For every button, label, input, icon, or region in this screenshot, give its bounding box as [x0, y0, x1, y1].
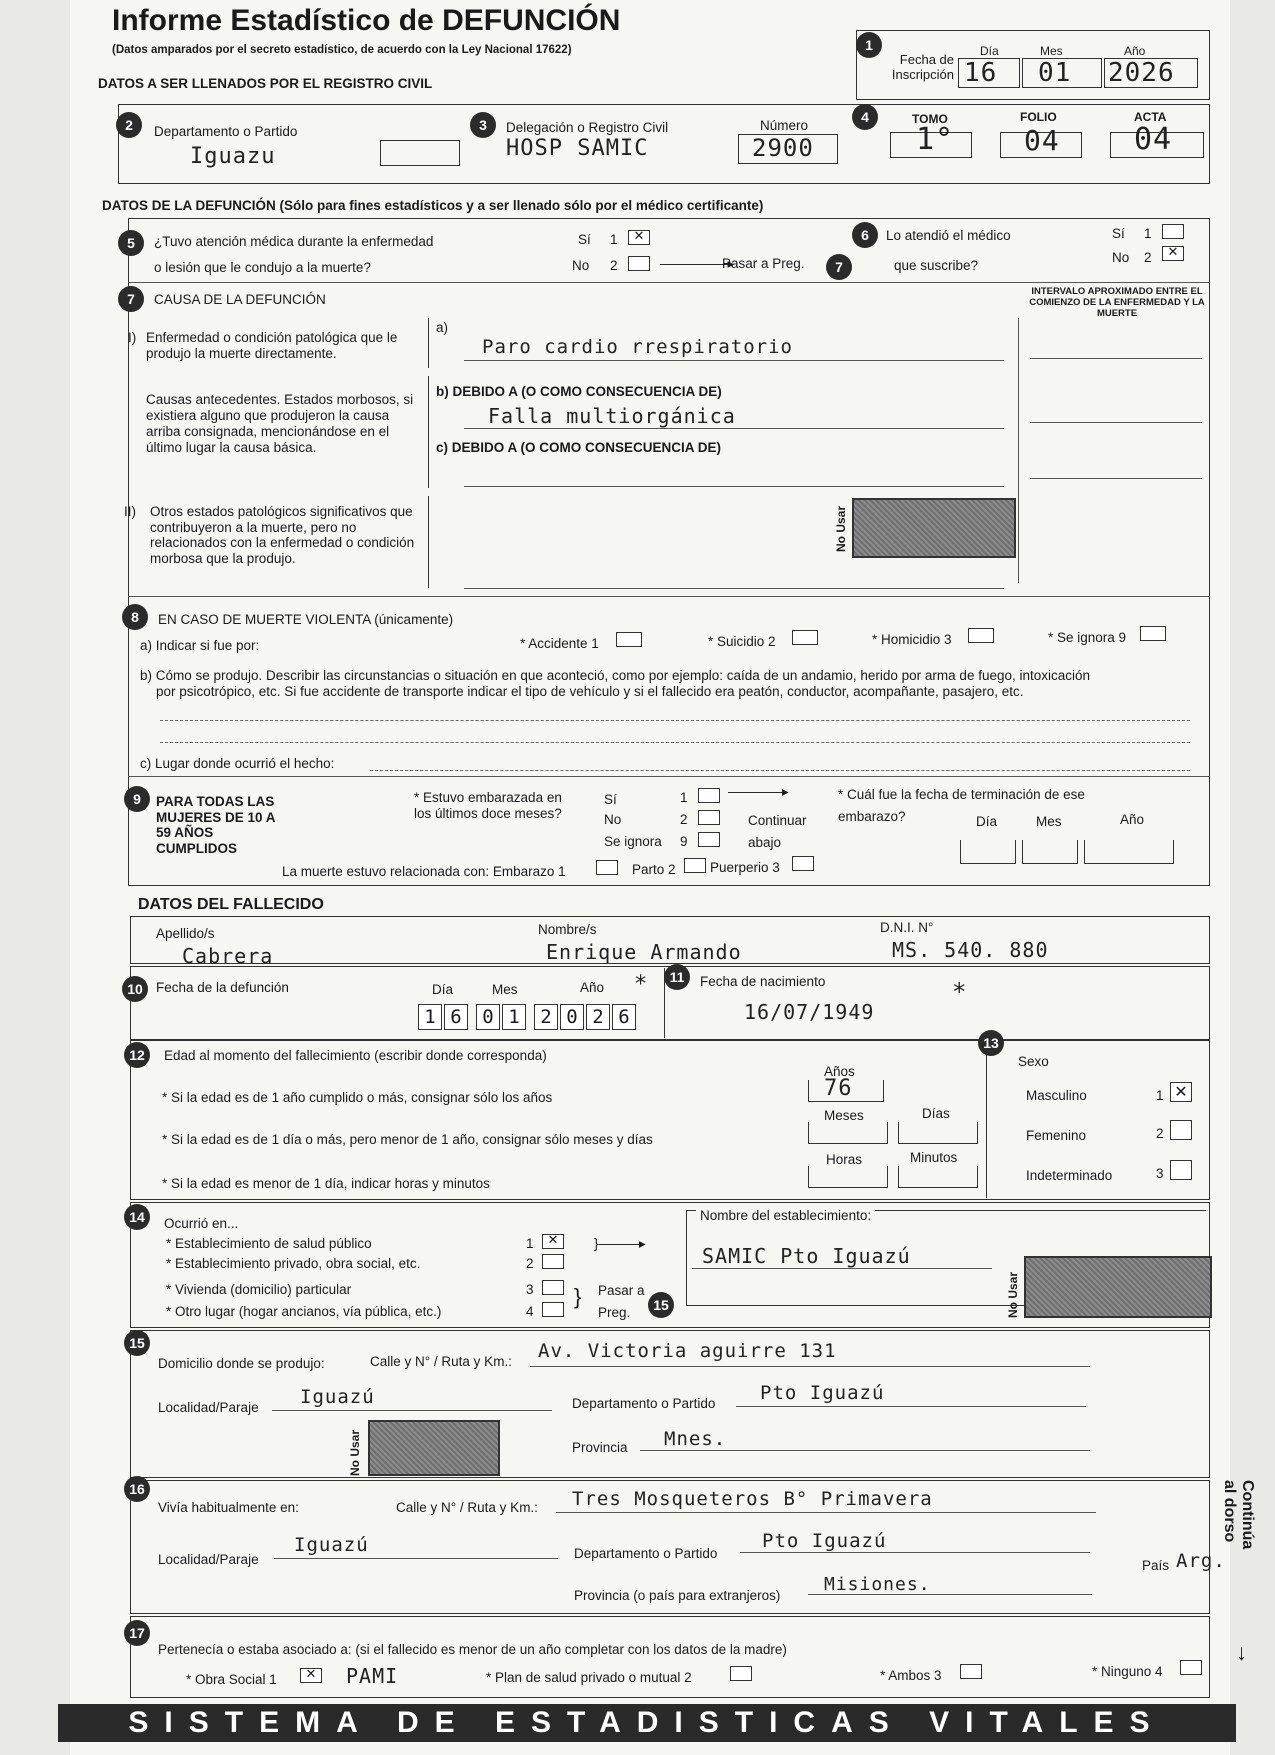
sec7-interval-heading: INTERVALO APROXIMADO ENTRE EL COMIENZO DE LA ENFERMEDAD Y LA MUERTE [1029, 286, 1205, 319]
sec17-ambos-checkbox[interactable] [960, 1664, 982, 1679]
sec9-puerperio-checkbox[interactable] [792, 856, 814, 871]
sec14-option2-code: 2 [526, 1256, 534, 1271]
sec7-number: 7 [118, 286, 144, 312]
sec9-puerperio: Puerperio 3 [710, 860, 780, 875]
sec4-tomo-label: TOMO [912, 112, 948, 126]
sec1-label: Fecha de Inscripción [891, 52, 954, 82]
sec10-digit-box[interactable]: 6 [444, 1004, 468, 1030]
sec6-no-label: No [1112, 250, 1130, 265]
sec13-masc: Masculino [1026, 1088, 1087, 1103]
sec11-number: 11 [664, 964, 690, 990]
sec7-ii-label: II) [124, 504, 136, 519]
sec8-number: 8 [122, 604, 148, 630]
sec14-pasar-number: 15 [648, 1292, 674, 1318]
sec13-masc-checkbox[interactable]: ✕ [1170, 1082, 1192, 1102]
sec9-arrow: ————▸ [728, 784, 789, 799]
sec1-day-label: Día [980, 44, 999, 58]
sec15-calle-line [530, 1366, 1090, 1367]
sec8-suicidio: * Suicidio 2 [708, 634, 776, 649]
sec8-suicidio-checkbox[interactable] [792, 630, 818, 645]
sec13-fem-checkbox[interactable] [1170, 1120, 1192, 1140]
sec7-ii-bracket [428, 496, 429, 588]
sec16-pais-label: País [1142, 1558, 1170, 1573]
sec7-b-line [464, 428, 1004, 429]
sec7-a-value: Paro cardio rrespiratorio [482, 336, 793, 358]
sec9-ignora-code: 9 [680, 834, 688, 849]
sec14-number: 14 [124, 1204, 150, 1230]
sec15-no-usar-block [368, 1420, 500, 1476]
sec5-arrow: —————▸ [660, 256, 735, 271]
sec14-option3-code: 3 [526, 1282, 534, 1297]
sec9-embarazo-checkbox[interactable] [596, 860, 618, 875]
sec5-pasar-number: 7 [826, 254, 852, 280]
sec1-month-value: 01 [1038, 58, 1072, 88]
sec15-domicilio: Domicilio donde se produjo: [158, 1356, 325, 1371]
sec15-prov-label: Provincia [572, 1440, 628, 1455]
sec12-minutos-box[interactable] [898, 1166, 978, 1188]
sec15-localidad-label: Localidad/Paraje [158, 1400, 259, 1415]
sec16-prov-value: Misiones. [824, 1574, 931, 1595]
sec3-number: 3 [470, 112, 496, 138]
sec9-si-code: 1 [680, 790, 688, 805]
sec6-no-code: 2 [1144, 250, 1152, 265]
defuncion-heading: DATOS DE LA DEFUNCIÓN (Sólo para fines estadísticos y a ser llenado sólo por el médico certificante) [102, 198, 764, 213]
sec13-fem-code: 2 [1156, 1126, 1164, 1141]
sec14-option3: * Vivienda (domicilio) particular [166, 1282, 352, 1297]
sec6-number: 6 [852, 222, 878, 248]
sec4-folio-label: FOLIO [1020, 110, 1057, 124]
sec16-number: 16 [124, 1476, 150, 1502]
sec9-no-checkbox[interactable] [698, 810, 720, 825]
sec6-question-2: que suscribe? [894, 258, 979, 273]
sec7-c-line [464, 486, 1004, 487]
sec12-anos-label: Años [824, 1064, 855, 1079]
apellido-value: Cabrera [182, 944, 274, 968]
sec14-option4: * Otro lugar (hogar ancianos, vía pública, etc.) [166, 1304, 442, 1319]
sec7-interval-line-b [1030, 422, 1202, 423]
sec16-localidad-label: Localidad/Paraje [158, 1552, 259, 1567]
sec8-c: c) Lugar donde ocurrió el hecho: [140, 756, 335, 771]
sec7-i-bracket [428, 318, 429, 368]
sec8-b-line2: por psicotrópico, etc. Si fue accidente de transporte indicar el tipo de vehículo y si el fallecido era peatón, conductor, acompañante, pasajero, etc. [156, 684, 1024, 699]
sec4-acta-value: 04 [1134, 122, 1173, 157]
sec3-label: Delegación o Registro Civil [506, 120, 669, 135]
sec13-heading: Sexo [1018, 1054, 1049, 1069]
sec5-no-label: No [572, 258, 590, 273]
sec16-calle-label: Calle y N° / Ruta y Km.: [396, 1500, 538, 1515]
sec16-localidad-value: Iguazú [294, 1534, 369, 1556]
sec7-ii-text: Otros estados patológicos significativos que contribuyeron a la muerte, pero no relacionados con la enfermedad o condición morbosa que la produjo. [150, 504, 415, 566]
sec14-option2: * Establecimiento privado, obra social, etc. [166, 1256, 421, 1271]
sec4-acta-label: ACTA [1134, 110, 1167, 124]
sec8-homicidio: * Homicidio 3 [872, 632, 952, 647]
sec9-question-2: * Cuál fue la fecha de terminación de ese embarazo? [838, 787, 1085, 824]
nombre-label: Nombre/s [538, 922, 597, 937]
sec10-star: * [634, 972, 649, 997]
sec15-calle-value: Av. Victoria aguirre 131 [538, 1340, 837, 1362]
dni-label: D.N.I. N° [880, 920, 934, 935]
sec16-prov-label: Provincia (o país para extranjeros) [574, 1588, 781, 1603]
sec8-b-dashline1 [160, 720, 1190, 721]
sec8-accidente: * Accidente 1 [520, 636, 599, 651]
sec10-digit-box[interactable]: 0 [560, 1004, 584, 1030]
sec17-obra-checkbox[interactable]: ✕ [300, 1668, 322, 1683]
sec14-no-usar: No Usar [1006, 1271, 1020, 1318]
sec10-digit-boxes [418, 1004, 636, 1030]
sec10-dia: Día [432, 982, 454, 997]
sec1-year-label: Año [1124, 44, 1146, 58]
sec13-ind-checkbox[interactable] [1170, 1160, 1192, 1180]
sec5-no-checkbox[interactable] [628, 256, 650, 271]
sec6-question-1: Lo atendió el médico [886, 228, 1011, 243]
sec11-value: 16/07/1949 [744, 1000, 875, 1024]
sec7-c-label: c) DEBIDO A (O COMO CONSECUENCIA DE) [436, 440, 722, 455]
sec17-ninguno-checkbox[interactable] [1180, 1660, 1202, 1675]
sec9-relacion: La muerte estuvo relacionada con: Embarazo 1 [282, 864, 566, 879]
sec4-tomo-value: 1° [916, 122, 955, 157]
sec2-value: Iguazu [190, 144, 276, 169]
fallecido-heading: DATOS DEL FALLECIDO [138, 896, 324, 913]
sec10-digit-box[interactable]: 2 [534, 1004, 558, 1030]
sec3-numero-label: Número [760, 118, 809, 133]
sec17-plan-checkbox[interactable] [730, 1666, 752, 1681]
sec15-localidad-line [272, 1410, 552, 1411]
sec16-depto-value: Pto Iguazú [762, 1530, 887, 1552]
sec7-interval-line-c [1030, 478, 1202, 479]
sec7-b-bracket [428, 376, 429, 488]
sec12-line3: * Si la edad es menor de 1 día, indicar horas y minutos [162, 1176, 490, 1191]
sec15-depto-value: Pto Iguazú [760, 1382, 885, 1404]
sec7-interval-divider [1018, 318, 1019, 583]
sec9-dia-box[interactable] [960, 840, 1016, 864]
sec17-box [130, 1616, 1210, 1698]
sec8-top-rule [128, 596, 1210, 597]
apellido-label: Apellido/s [156, 926, 215, 941]
sec8-b-dashline2 [160, 742, 1190, 743]
sec17-plan: * Plan de salud privado o mutual 2 [486, 1670, 692, 1685]
sec3-value: HOSP SAMIC [506, 136, 649, 161]
sec17-ambos: * Ambos 3 [880, 1668, 942, 1683]
sec12-meses-label: Meses [824, 1108, 864, 1123]
sec15-localidad-value: Iguazú [300, 1386, 375, 1408]
sec10-digit-box[interactable]: 6 [612, 1004, 636, 1030]
sec1-year-value: 2026 [1108, 58, 1175, 88]
sec17-heading: Pertenecía o estaba asociado a: (si el fallecido es menor de un año completar con los datos de la madre) [158, 1642, 787, 1657]
sec8-ignora-checkbox[interactable] [1140, 626, 1166, 641]
sec16-depto-line [740, 1552, 1090, 1553]
sec6-si-code: 1 [1144, 226, 1152, 241]
sec15-number: 15 [124, 1330, 150, 1356]
sec14-brace: } [574, 1284, 582, 1309]
sec13-fem: Femenino [1026, 1128, 1087, 1143]
sec17-obra-value: PAMI [346, 1664, 399, 1688]
sec9-parto-checkbox[interactable] [684, 858, 706, 873]
sec13-ind-code: 3 [1156, 1166, 1164, 1181]
sec9-si: Sí [604, 792, 617, 807]
sec10-anio: Año [580, 980, 605, 995]
sec2-number: 2 [116, 112, 142, 138]
sec8-homicidio-checkbox[interactable] [968, 628, 994, 643]
sec14-no-usar-block [1024, 1256, 1212, 1318]
sec13-number: 13 [978, 1030, 1004, 1056]
sec16-localidad-line [274, 1558, 558, 1559]
sec8-ignora: * Se ignora 9 [1048, 630, 1127, 645]
sec10-digit-box[interactable]: 1 [418, 1004, 442, 1030]
sec11-label: Fecha de nacimiento [700, 974, 826, 989]
sec16-vivia: Vivía habitualmente en: [158, 1500, 299, 1515]
sec7-b-value: Falla multiorgánica [488, 404, 736, 428]
sec14-option4-checkbox[interactable] [542, 1302, 564, 1317]
sec15-no-usar: No Usar [348, 1429, 362, 1476]
sec14-estab-line [692, 1268, 992, 1269]
continua-arrow-icon: ↓ [1236, 1640, 1247, 1665]
sec10-digit-box[interactable]: 2 [586, 1004, 610, 1030]
sec5-no-code: 2 [610, 258, 618, 273]
sec12-horas-box[interactable] [808, 1166, 888, 1188]
sec8-c-dashline [370, 770, 1190, 771]
sec5-pasar: Pasar a Preg. [722, 256, 805, 271]
sec10-label: Fecha de la defunción [156, 980, 289, 995]
sec9-number: 9 [124, 786, 150, 812]
sec9-no-code: 2 [680, 812, 688, 827]
sec14-option4-code: 4 [526, 1304, 534, 1319]
sec15-prov-value: Mnes. [664, 1428, 727, 1450]
sec17-ninguno: * Ninguno 4 [1092, 1664, 1163, 1679]
sec1-number: 1 [856, 32, 882, 58]
sec15-prov-line [640, 1450, 1090, 1451]
sec6-si-checkbox[interactable] [1162, 224, 1184, 239]
sec12-heading: Edad al momento del fallecimiento (escribir donde corresponda) [164, 1048, 547, 1063]
sec2-code-box [380, 140, 460, 166]
sec14-option1: * Establecimiento de salud público [166, 1236, 372, 1251]
sec12-anos-value: 76 [824, 1076, 853, 1101]
sec5-question-2: o lesión que le condujo a la muerte? [154, 260, 371, 275]
sec14-arrow: }———▸ [594, 1236, 646, 1251]
sec2-label: Departamento o Partido [154, 124, 298, 139]
sec13-masc-code: 1 [1156, 1088, 1164, 1103]
sec6-no-checkbox[interactable]: ✕ [1162, 246, 1184, 261]
sec8-accidente-checkbox[interactable] [616, 632, 642, 647]
sec4-number: 4 [852, 104, 878, 130]
continua-al-dorso: Continúa al dorso [1221, 1480, 1256, 1550]
registry-heading: DATOS A SER LLENADOS POR EL REGISTRO CIVIL [98, 76, 433, 91]
sec7-i-text: Enfermedad o condición patológica que le produjo la muerte directamente. [146, 330, 398, 361]
sec17-obra: * Obra Social 1 [186, 1672, 277, 1687]
sec7-no-usar: No Usar [834, 505, 848, 552]
sec7-a-label: a) [436, 320, 449, 335]
sec9-dia: Día [976, 814, 998, 829]
sec10-digit-box[interactable]: 1 [502, 1004, 526, 1030]
sec9-anio-box[interactable] [1084, 840, 1174, 864]
sec10-number: 10 [122, 976, 148, 1002]
sec9-top-rule [128, 776, 1210, 777]
sec12-dias-label: Días [922, 1106, 950, 1121]
sec16-pais-value: Arg. [1176, 1550, 1226, 1572]
sec7-no-usar-block [852, 498, 1016, 558]
sec14-heading: Ocurrió en... [164, 1216, 239, 1231]
sec9-mes-box[interactable] [1022, 840, 1078, 864]
sec17-number: 17 [124, 1620, 150, 1646]
sec12-number: 12 [124, 1042, 150, 1068]
sec8-b-line1: b) Cómo se produjo. Describir las circunstancias o situación en que aconteció, como por ejemplo: caída de un andamio, herido por arma de fuego, intoxicación [140, 668, 1091, 683]
sec14-option2-checkbox[interactable] [542, 1254, 564, 1269]
sec7-interval-line-a [1030, 358, 1202, 359]
sec9-ignora: Se ignora [604, 834, 662, 849]
sec14-estab-label: Nombre del establecimiento: [696, 1208, 875, 1223]
sec5-question-1: ¿Tuvo atención médica durante la enfermedad [154, 234, 434, 249]
sec5-number: 5 [118, 230, 144, 256]
sec15-calle-label: Calle y N° / Ruta y Km.: [370, 1354, 512, 1369]
sec10-mes: Mes [492, 982, 518, 997]
sec5-si-label: Sí [578, 232, 591, 247]
sec16-calle-value: Tres Mosqueteros B° Primavera [572, 1488, 933, 1510]
sec7-i-label: I) [128, 330, 137, 345]
sec7-b-label: b) DEBIDO A (O COMO CONSECUENCIA DE) [436, 384, 722, 399]
sec9-heading: PARA TODAS LAS MUJERES DE 10 A 59 AÑOS CUMPLIDOS [156, 794, 276, 856]
sec13-ind: Indeterminado [1026, 1168, 1113, 1183]
sec11-star: * [952, 978, 968, 1006]
nombre-value: Enrique Armando [546, 940, 742, 964]
sec8-heading: EN CASO DE MUERTE VIOLENTA (únicamente) [158, 612, 454, 627]
sec12-line2: * Si la edad es de 1 día o más, pero menor de 1 año, consignar sólo meses y días [162, 1132, 653, 1147]
sec1-month-label: Mes [1040, 44, 1063, 58]
sec9-si-checkbox[interactable] [698, 788, 720, 803]
sec9-ignora-checkbox[interactable] [698, 832, 720, 847]
sec3-numero-value: 2900 [752, 134, 814, 162]
sec12-dias-box[interactable] [898, 1122, 978, 1144]
sec9-mes: Mes [1036, 814, 1062, 829]
sec12-horas-label: Horas [826, 1152, 863, 1167]
sec14-option1-code: 1 [526, 1236, 534, 1251]
sec5-si-checkbox[interactable]: ✕ [628, 230, 650, 245]
sec9-continuar: Continuar abajo [748, 813, 807, 850]
sec7-top-rule [128, 282, 1210, 283]
sec7-ii-line [464, 588, 1004, 589]
sec14-pasar: Pasar a Preg. [598, 1283, 645, 1320]
sec9-parto: Parto 2 [632, 862, 676, 877]
sec12-line1: * Si la edad es de 1 año cumplido o más, consignar sólo los años [162, 1090, 553, 1105]
sec9-anio: Año [1120, 812, 1145, 827]
sec1-day-value: 16 [964, 58, 998, 88]
sec5-si-code: 1 [610, 232, 618, 247]
sec4-folio-value: 04 [1024, 124, 1060, 157]
sec9-question: * Estuvo embarazada en los últimos doce meses? [414, 790, 562, 821]
sec15-depto-line [736, 1406, 1086, 1407]
sec15-depto-label: Departamento o Partido [572, 1396, 716, 1411]
sec9-no: No [604, 812, 622, 827]
sec8-a: a) Indicar si fue por: [140, 638, 260, 653]
sec10-digit-box[interactable]: 0 [476, 1004, 500, 1030]
sec16-prov-line [808, 1594, 1092, 1595]
sec7-antecedentes: Causas antecedentes. Estados morbosos, si existiera alguno que produjeron la causa arriba consignada, mencionándose en el último lugar la causa básica. [146, 392, 414, 455]
sec7-a-line [464, 360, 1004, 361]
sec16-depto-label: Departamento o Partido [574, 1546, 718, 1561]
dni-value: MS. 540. 880 [892, 938, 1049, 962]
sec14-estab-value: SAMIC Pto Iguazú [702, 1244, 911, 1268]
sec12-meses-box[interactable] [808, 1122, 888, 1144]
sec12-minutos-label: Minutos [910, 1150, 958, 1165]
sec14-option3-checkbox[interactable] [542, 1280, 564, 1295]
form-subtitle: (Datos amparados por el secreto estadístico, de acuerdo con la Ley Nacional 17622) [112, 44, 572, 56]
form-title: Informe Estadístico de DEFUNCIÓN [112, 4, 621, 37]
sec14-option1-checkbox[interactable]: ✕ [542, 1234, 564, 1249]
sec16-calle-line [556, 1512, 1096, 1513]
sec6-si-label: Sí [1112, 226, 1125, 241]
sec7-heading: CAUSA DE LA DEFUNCIÓN [154, 292, 326, 307]
sec13-divider [986, 1042, 987, 1198]
footer-banner: SISTEMA DE ESTADISTICAS VITALES [58, 1704, 1236, 1742]
